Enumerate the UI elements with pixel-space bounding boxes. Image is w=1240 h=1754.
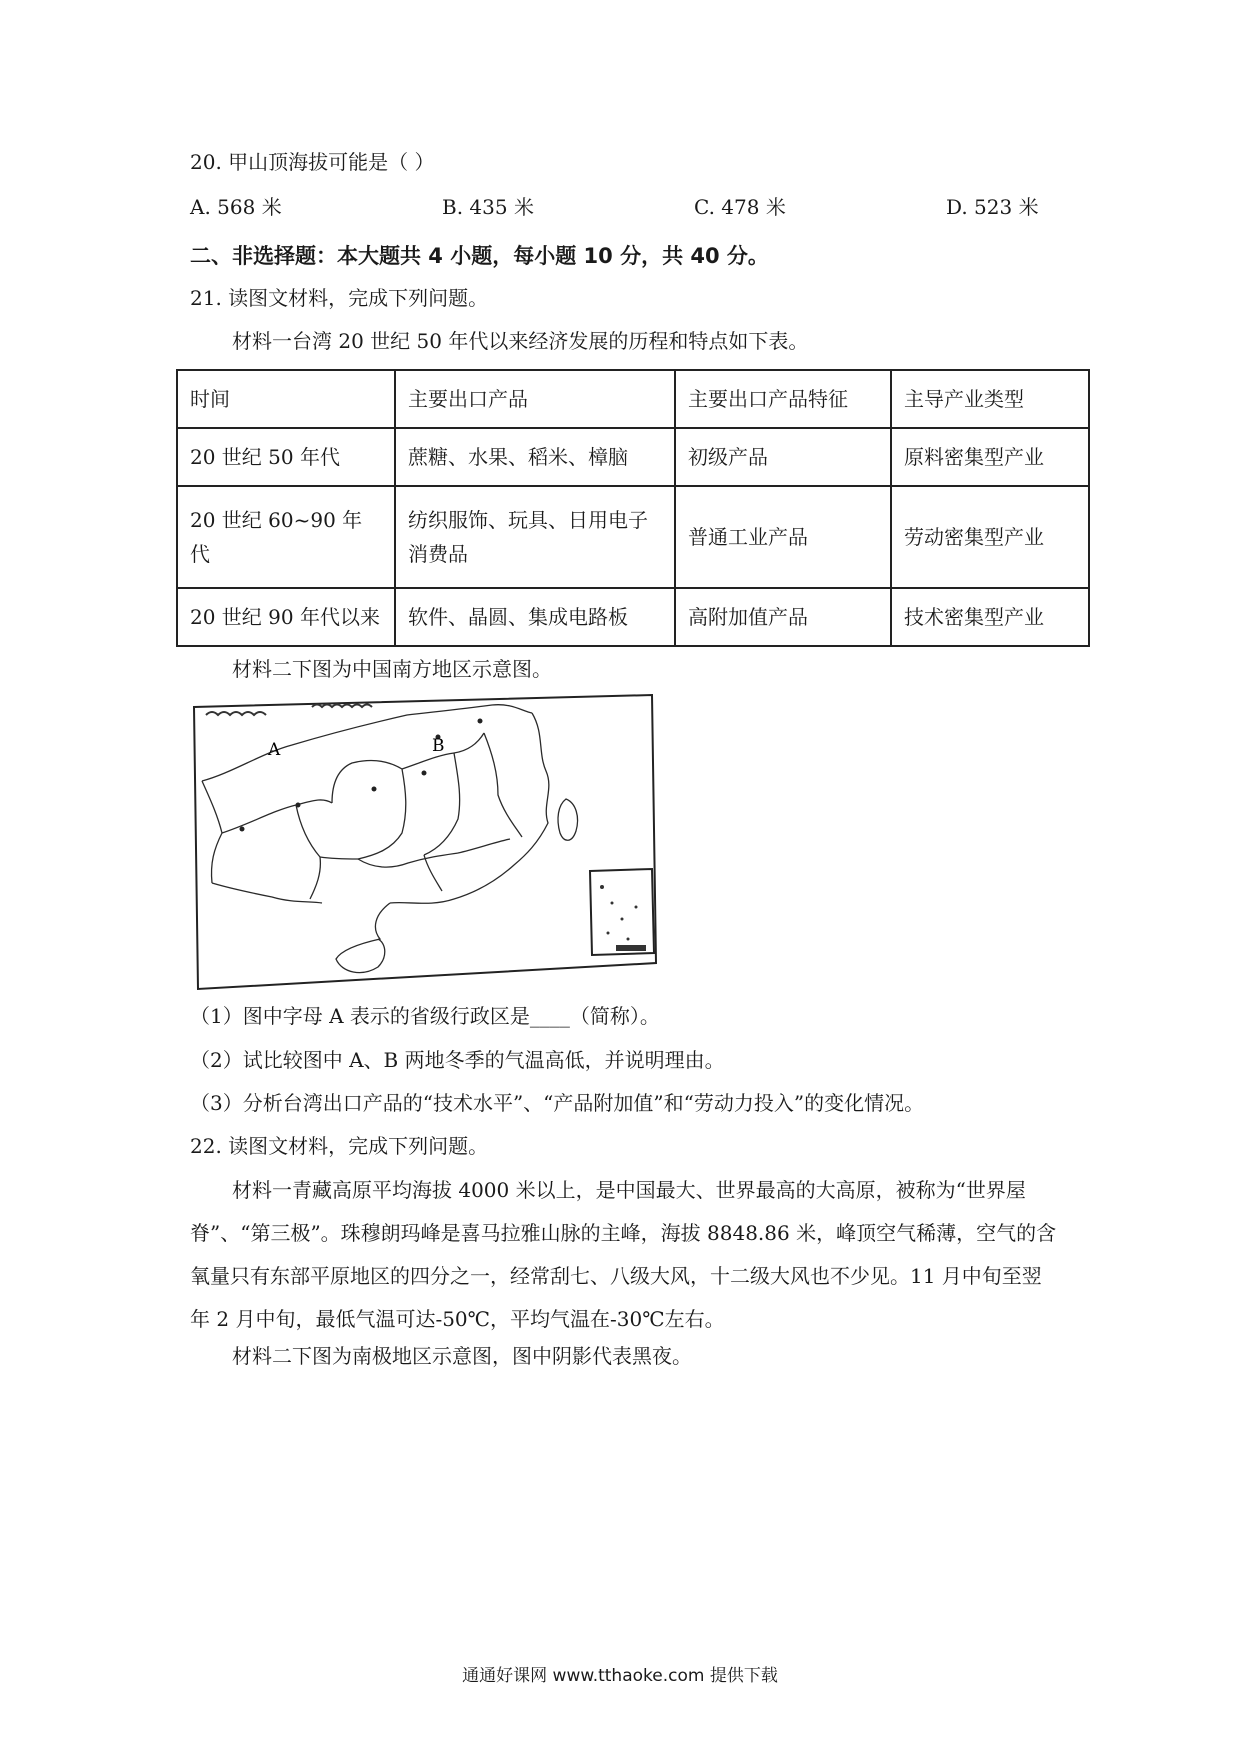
q20-option-d: D. 523 米 xyxy=(946,195,1039,219)
q22-stem: 22. 读图文材料，完成下列问题。 xyxy=(190,1134,489,1158)
table-cell: 20 世纪 50 年代 xyxy=(177,428,395,486)
q20-option-c: C. 478 米 xyxy=(694,195,786,219)
table-header-cell: 时间 xyxy=(177,370,395,428)
section-heading: 二、非选择题：本大题共 4 小题，每小题 10 分，共 40 分。 xyxy=(190,244,769,268)
table-cell: 蔗糖、水果、稻米、樟脑 xyxy=(395,428,675,486)
table-cell: 高附加值产品 xyxy=(675,588,891,646)
q20-stem: 20. 甲山顶海拔可能是（ ） xyxy=(190,150,435,174)
table-cell: 普通工业产品 xyxy=(675,486,891,588)
q21-subquestion-1: （1）图中字母 A 表示的省级行政区是____（简称）。 xyxy=(190,1004,660,1028)
map-label-a: A xyxy=(268,740,281,760)
footer-source: 通通好课网 www.tthaoke.com 提供下载 xyxy=(462,1666,778,1686)
map-label-b: B xyxy=(432,736,445,756)
table-cell: 20 世纪 90 年代以来 xyxy=(177,588,395,646)
table-cell: 软件、晶圆、集成电路板 xyxy=(395,588,675,646)
table-header-row xyxy=(177,370,1089,428)
q21-material1: 材料一台湾 20 世纪 50 年代以来经济发展的历程和特点如下表。 xyxy=(232,329,809,353)
q21-subquestion-2: （2）试比较图中 A、B 两地冬季的气温高低，并说明理由。 xyxy=(190,1048,725,1072)
table-row xyxy=(177,428,1089,486)
q20-option-a: A. 568 米 xyxy=(190,195,282,219)
table-row xyxy=(177,486,1089,588)
q22-material1: 材料一青藏高原平均海拔 4000 米以上，是中国最大、世界最高的大高原，被称为“世界屋脊”、“第三极”。珠穆朗玛峰是喜马拉雅山脉的主峰，海拔 8848.86 米，峰顶空气稀薄，空气的含氧量只有东部平原地区的四分之一，经常刮七、八级大风，十二级大风也不少见。11 月中旬至翌年 2 月中旬，最低气温可达-50℃，平均气温在-30℃左右。 xyxy=(190,1178,1057,1331)
table-header-cell: 主要出口产品 xyxy=(395,370,675,428)
table-cell: 劳动密集型产业 xyxy=(891,486,1089,588)
table-header-cell: 主要出口产品特征 xyxy=(675,370,891,428)
south-china-map xyxy=(192,693,660,991)
q20-option-b: B. 435 米 xyxy=(442,195,534,219)
q22-material2: 材料二下图为南极地区示意图，图中阴影代表黑夜。 xyxy=(232,1344,692,1368)
q21-stem: 21. 读图文材料，完成下列问题。 xyxy=(190,286,489,310)
q21-material2: 材料二下图为中国南方地区示意图。 xyxy=(232,657,552,681)
table-cell: 技术密集型产业 xyxy=(891,588,1089,646)
q21-subquestion-3: （3）分析台湾出口产品的“技术水平”、“产品附加值”和“劳动力投入”的变化情况。 xyxy=(190,1091,925,1115)
table-row xyxy=(177,588,1089,646)
table-cell: 初级产品 xyxy=(675,428,891,486)
table-cell: 纺织服饰、玩具、日用电子消费品 xyxy=(395,486,675,588)
economy-table xyxy=(176,369,1090,647)
table-cell: 20 世纪 60~90 年代 xyxy=(177,486,395,588)
table-header-cell: 主导产业类型 xyxy=(891,370,1089,428)
table-cell: 原料密集型产业 xyxy=(891,428,1089,486)
